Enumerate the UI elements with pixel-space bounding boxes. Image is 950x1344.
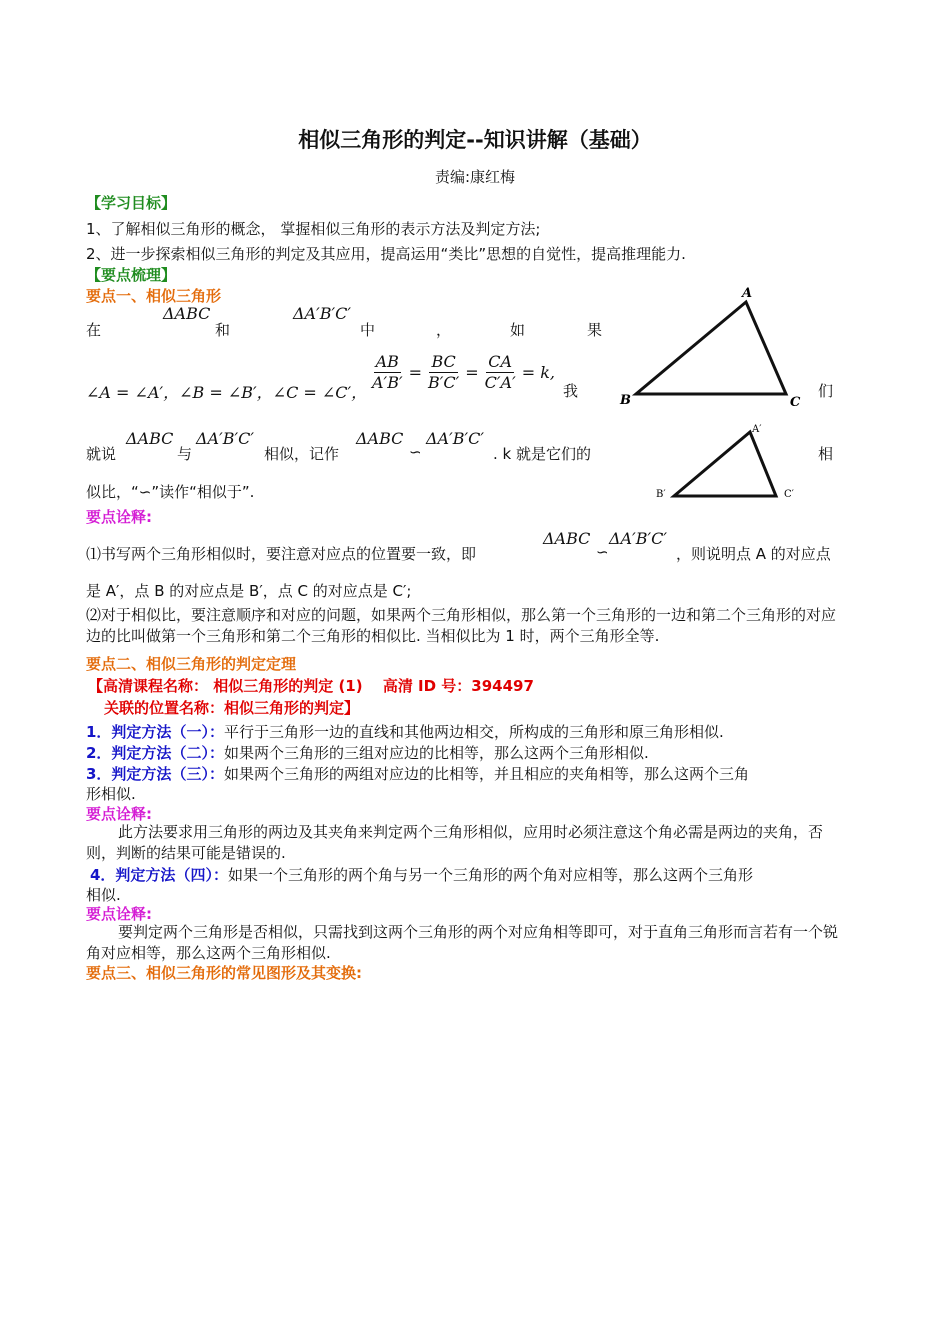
text-guo: 果 (587, 321, 603, 339)
note1-similar-symbol: ∽ (596, 543, 609, 561)
ratio-ab (370, 352, 405, 393)
method3-continued: 形相似. (86, 785, 136, 803)
similar-triangles-figure (610, 282, 840, 512)
note1-text-a: ⑴书写两个三角形相似时，要注意对应点的位置要一致，即 (86, 545, 477, 563)
course-name: 【高清课程名称： 相似三角形的判定 (1) 高清 ID 号：394497 (88, 677, 534, 695)
text-jiushuo: 就说 (86, 445, 117, 463)
method4-text: 如果一个三角形的两个角与另一个三角形的两个角对应相等，那么这两个三角形 (227, 866, 753, 884)
similar-symbol: ∽ (409, 443, 422, 461)
text-ru: 如 (510, 321, 526, 339)
big-vertex-a: A (742, 286, 753, 301)
equals-k: = k, (521, 363, 555, 382)
text-comma: ， (436, 321, 452, 339)
small-vertex-b: B′ (656, 489, 666, 500)
learning-goal-1: 1、了解相似三角形的概念， 掌握相似三角形的表示方法及判定方法; (86, 220, 541, 238)
ratio-bc (426, 352, 461, 393)
method1-text: 平行于三角形一边的直线和其他两边相交，所构成的三角形和原三角形相似. (223, 723, 724, 741)
triangle-abc-label: ΔABC (163, 304, 211, 323)
method4-continued: 相似. (86, 886, 121, 904)
method1-label: 1．判定方法（一）： (86, 723, 224, 741)
ratio-ca (483, 352, 518, 393)
text-men: 们 (818, 382, 834, 400)
ratio-ca-num: CA (488, 352, 513, 371)
point1-note-heading: 要点诠释: (86, 508, 152, 526)
point3-heading: 要点三、相似三角形的常见图形及其变换: (86, 964, 363, 982)
text-he: 和 (215, 321, 231, 339)
point2-heading: 要点二、相似三角形的判定定理 (86, 655, 297, 673)
triangle-abc-prime-label-2: ΔA′B′C′ (196, 429, 255, 448)
triangle-abc-label-2: ΔABC (126, 429, 174, 448)
text-zai: 在 (86, 321, 102, 339)
note1-triangle-abc-prime: ΔA′B′C′ (609, 529, 668, 548)
learning-goals-heading: 【学习目标】 (86, 194, 177, 212)
page-title: 相似三角形的判定--知识讲解（基础） (298, 128, 652, 152)
method2-row (86, 742, 649, 763)
small-vertex-a: A′ (752, 424, 762, 435)
text-xiang: 相 (818, 445, 834, 463)
ratio-bc-den: B′C′ (427, 373, 460, 392)
ratio-ab-num: AB (375, 352, 399, 371)
summary-heading: 【要点梳理】 (86, 266, 177, 284)
text-zhong: 中 (360, 321, 376, 339)
equals-1: = (408, 363, 422, 382)
small-vertex-c: C′ (784, 489, 794, 500)
method4-row (90, 864, 753, 885)
triangle-abc-label-3: ΔABC (356, 429, 404, 448)
small-triangle (674, 432, 776, 496)
editor-credit: 责编:康红梅 (434, 168, 516, 186)
method2-text: 如果两个三角形的三组对应边的比相等，那么这两个三角形相似. (223, 744, 649, 762)
point2-note-heading: 要点诠释: (86, 805, 152, 823)
note2-text: ⑵对于相似比，要注意顺序和对应的问题，如果两个三角形相似，那么第一个三角形的一边和第二个三角形的对应边的比叫做第一个三角形和第二个三角形的相似比. 当相似比为 1 时，两个三角形全等. (86, 606, 837, 645)
text-wo: 我 (563, 382, 579, 400)
note1-text-c: 是 A′，点 B 的对应点是 B′，点 C 的对应点是 C′; (86, 582, 412, 600)
point2-note-heading-2: 要点诠释: (86, 905, 152, 923)
method3-label: 3．判定方法（三）： (86, 765, 224, 783)
ratio-ab-den: A′B′ (372, 373, 403, 392)
angle-equalities: ∠A = ∠A′，∠B = ∠B′，∠C = ∠C′， (86, 383, 368, 402)
note4-text: 要判定两个三角形是否相似，只需找到这两个三角形的两个对应角相等即可，对于直角三角形而言若有一个锐角对应相等，那么这两个三角形相似. (86, 923, 839, 962)
big-triangle (636, 302, 786, 394)
method2-label: 2．判定方法（二）： (86, 744, 224, 762)
note1-triangle-abc: ΔABC (543, 529, 591, 548)
related-location: 关联的位置名称：相似三角形的判定】 (104, 699, 360, 717)
note3-text: 此方法要求用三角形的两边及其夹角来判定两个三角形相似，应用时必须注意这个角必需是两边的夹角，否则，判断的结果可能是错误的. (86, 823, 824, 862)
method3-row (86, 763, 749, 784)
triangle-abc-prime-label: ΔA′B′C′ (293, 304, 352, 323)
point1-heading: 要点一、相似三角形 (86, 287, 222, 305)
learning-goal-2: 2、进一步探索相似三角形的判定及其应用，提高运用“类比”思想的自觉性，提高推理能力. (86, 245, 686, 263)
similar-ratio-text: 似比，“∽”读作“相似于”. (86, 483, 255, 501)
text-xiangsi-jizuo: 相似，记作 (264, 445, 340, 463)
method1-row (86, 721, 724, 742)
note1-text-b: ，则说明点 A 的对应点 (676, 545, 831, 563)
method4-label: 4．判定方法（四）： (90, 866, 228, 884)
ratio-ca-den: C′A′ (484, 373, 516, 392)
ratio-equation (370, 352, 555, 393)
text-yu: 与 (177, 445, 193, 463)
big-vertex-c: C (790, 395, 801, 410)
text-k-ratio: . k 就是它们的 (493, 445, 591, 463)
big-vertex-b: B (620, 393, 631, 408)
ratio-bc-num: BC (431, 352, 456, 371)
equals-2: = (465, 363, 479, 382)
triangle-abc-prime-label-3: ΔA′B′C′ (426, 429, 485, 448)
method3-text: 如果两个三角形的两组对应边的比相等，并且相应的夹角相等，那么这两个三角 (223, 765, 749, 783)
